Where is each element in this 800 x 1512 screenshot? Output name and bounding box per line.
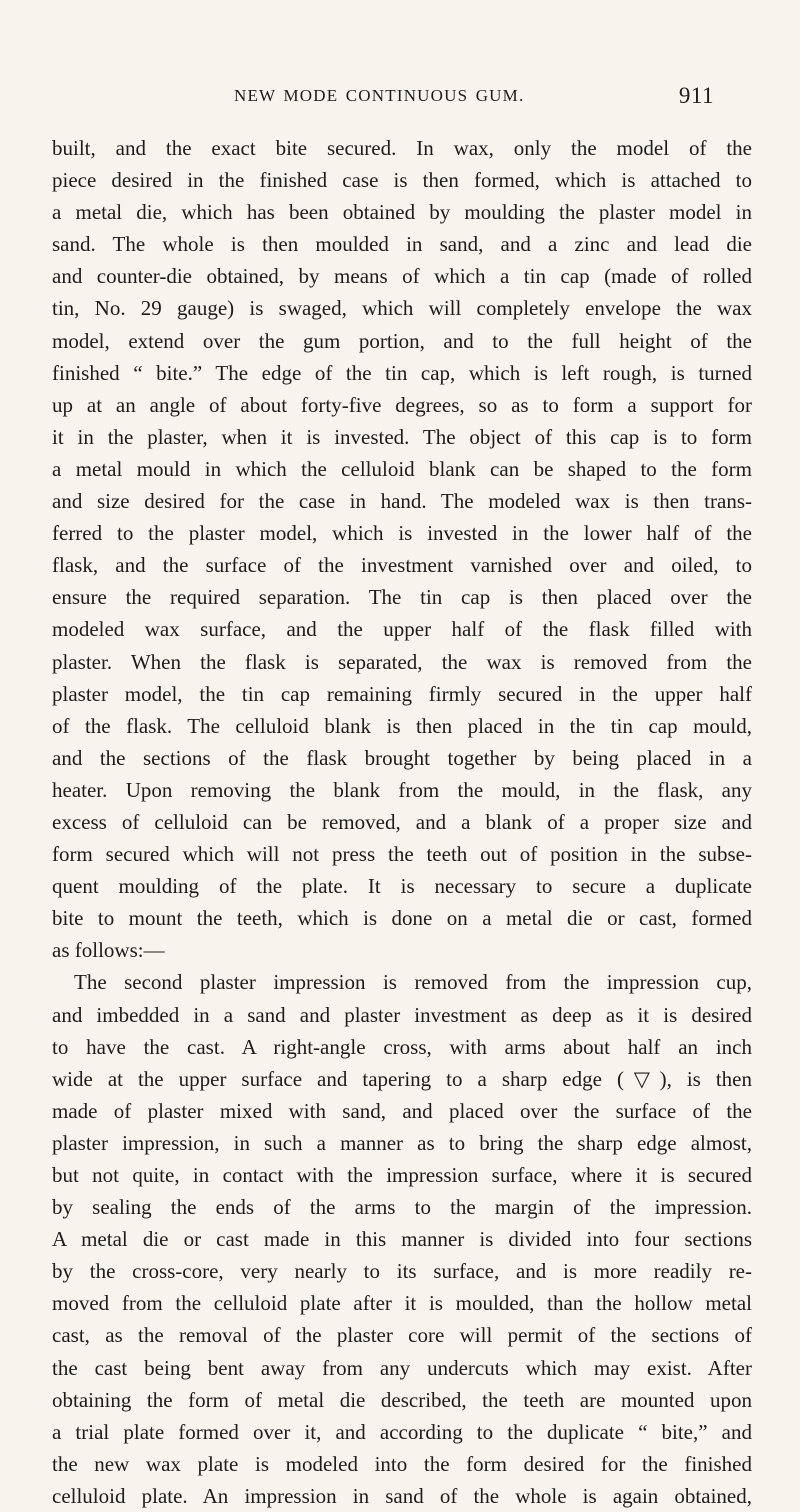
text-line: A metal die or cast made in this manner is divided into four sections <box>52 1227 752 1252</box>
text-line: but not quite, in contact with the impression surface, where it is secured <box>52 1163 752 1187</box>
text-line: The second plaster impression is removed from the impression cup, <box>74 970 752 995</box>
text-line: ensure the required separation. The tin cap is then placed over the <box>52 585 752 610</box>
text-line: made of plaster mixed with sand, and placed over the surface of the <box>52 1098 752 1123</box>
text-line: model, extend over the gum portion, and to the full height of the <box>52 328 752 353</box>
paragraph <box>52 966 752 1512</box>
text-line: by the cross-core, very nearly to its surface, and is more readily re- <box>52 1259 752 1284</box>
text-line: plaster. When the flask is separated, the wax is removed from the <box>52 649 752 674</box>
text-line: and size desired for the case in hand. The modeled wax is then trans- <box>52 489 752 514</box>
paragraph <box>52 132 752 966</box>
text-line: bite to mount the teeth, which is done on a metal die or cast, formed <box>52 906 752 931</box>
text-line: it in the plaster, when it is invested. The object of this cap is to form <box>52 424 752 449</box>
text-line: celluloid plate. An impression in sand of the whole is again obtained, <box>52 1483 752 1508</box>
text-line: heater. Upon removing the blank from the mould, in the flask, any <box>52 777 752 802</box>
text-line: obtaining the form of metal die described, the teeth are mounted upon <box>52 1387 752 1412</box>
text-line: form secured which will not press the teeth out of position in the subse- <box>52 842 752 867</box>
text-line: to have the cast. A right-angle cross, with arms about half an inch <box>52 1034 752 1059</box>
text-line: modeled wax surface, and the upper half of the flask filled with <box>52 617 752 642</box>
text-line: and imbedded in a sand and plaster investment as deep as it is desired <box>52 1002 752 1027</box>
text-line: wide at the upper surface and tapering to a sharp edge (▽), is then <box>52 1066 752 1091</box>
text-line: piece desired in the finished case is then formed, which is attached to <box>52 168 752 193</box>
text-line: built, and the exact bite secured. In wax, only the model of the <box>52 136 752 160</box>
header-title: NEW MODE CONTINUOUS GUM. <box>234 86 525 105</box>
text-line: sand. The whole is then moulded in sand, and a zinc and lead die <box>52 232 752 257</box>
text-line: and the sections of the flask brought together by being placed in a <box>52 745 752 770</box>
text-line: of the flask. The celluloid blank is then placed in the tin cap mould, <box>52 713 752 738</box>
page-number: 911 <box>678 83 714 108</box>
text-line: and counter-die obtained, by means of which a tin cap (made of rolled <box>52 264 752 289</box>
text-line: plaster model, the tin cap remaining firmly secured in the upper half <box>52 681 752 706</box>
text-line: plaster impression, in such a manner as to bring the sharp edge almost, <box>52 1130 752 1155</box>
text-line: cast, as the removal of the plaster core will permit of the sections of <box>52 1323 752 1348</box>
running-header <box>234 83 714 116</box>
text-line: excess of celluloid can be removed, and a blank of a proper size and <box>52 809 752 834</box>
text-line: tin, No. 29 gauge) is swaged, which will completely envelope the wax <box>52 296 752 321</box>
text-line: moved from the celluloid plate after it is moulded, than the hollow metal <box>52 1291 752 1316</box>
text-line: the new wax plate is modeled into the form desired for the finished <box>52 1451 752 1476</box>
text-line: as follows:— <box>52 938 165 963</box>
text-line: up at an angle of about forty-five degrees, so as to form a support for <box>52 392 752 417</box>
text-line: flask, and the surface of the investment varnished over and oiled, to <box>52 553 752 578</box>
text-line: a trial plate formed over it, and according to the duplicate “ bite,” and <box>52 1419 752 1444</box>
text-line: a metal die, which has been obtained by moulding the plaster model in <box>52 200 752 225</box>
text-line: ferred to the plaster model, which is invested in the lower half of the <box>52 521 752 546</box>
body-text <box>52 132 752 1512</box>
text-line: a metal mould in which the celluloid blank can be shaped to the form <box>52 456 752 481</box>
text-line: finished “ bite.” The edge of the tin cap, which is left rough, is turned <box>52 360 752 385</box>
text-line: quent moulding of the plate. It is necessary to secure a duplicate <box>52 874 752 899</box>
text-line: by sealing the ends of the arms to the margin of the impression. <box>52 1195 752 1220</box>
text-line: the cast being bent away from any undercuts which may exist. After <box>52 1355 752 1380</box>
